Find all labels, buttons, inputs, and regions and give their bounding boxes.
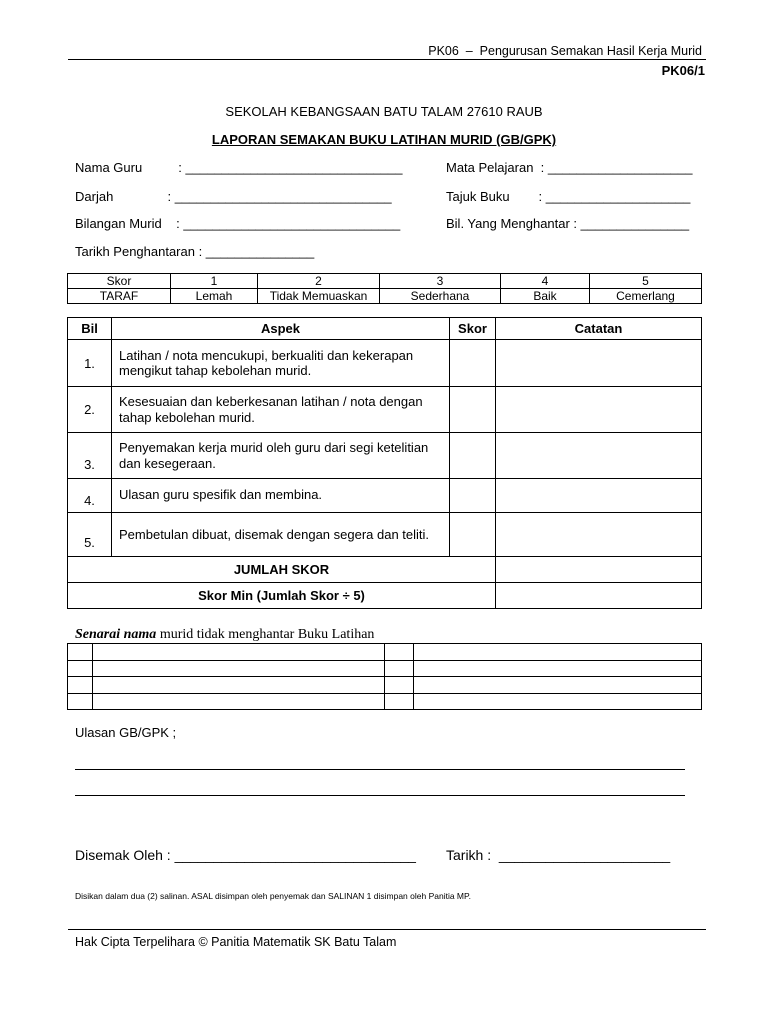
score-cell: 1 <box>171 274 258 289</box>
tarikh-penghantaran-field[interactable]: Tarikh Penghantaran : _______________ <box>75 244 315 259</box>
mata-pelajaran-field[interactable]: Mata Pelajaran : ____________________ <box>446 160 693 175</box>
table-row <box>68 387 702 433</box>
bil-cell: 3. <box>68 433 112 479</box>
catatan-input-cell[interactable] <box>496 387 702 433</box>
name-cell[interactable] <box>68 677 93 694</box>
catatan-input-cell[interactable] <box>496 433 702 479</box>
table-row <box>68 433 702 479</box>
bil-cell: 1. <box>68 340 112 387</box>
student-name-table <box>67 643 702 710</box>
darjah-field[interactable]: Darjah : ______________________________ <box>75 189 392 204</box>
table-row <box>68 644 702 661</box>
name-cell[interactable] <box>414 677 702 694</box>
jumlah-skor-label: JUMLAH SKOR <box>68 557 496 583</box>
nama-guru-field[interactable]: Nama Guru : ______________________________ <box>75 160 403 175</box>
name-cell[interactable] <box>414 693 702 710</box>
disemak-oleh-field[interactable]: Disemak Oleh : _______________________________ <box>75 847 416 863</box>
table-row <box>68 513 702 557</box>
header-rule <box>68 59 706 60</box>
aspek-cell: Pembetulan dibuat, disemak dengan segera dan teliti. <box>112 513 450 557</box>
header-bil: Bil <box>68 318 112 340</box>
skor-input-cell[interactable] <box>450 479 496 513</box>
taraf-cell: Tidak Memuaskan <box>258 289 380 304</box>
skor-min-row <box>68 583 702 609</box>
skor-input-cell[interactable] <box>450 387 496 433</box>
table-row <box>68 479 702 513</box>
aspek-cell: Penyemakan kerja murid oleh guru dari segi ketelitian dan kesegeraan. <box>112 433 450 479</box>
aspek-cell: Latihan / nota mencukupi, berkualiti dan kekerapan mengikut tahap kebolehan murid. <box>112 340 450 387</box>
bilangan-murid-field[interactable]: Bilangan Murid : ______________________________ <box>75 216 401 231</box>
skor-input-cell[interactable] <box>450 433 496 479</box>
footer-rule <box>68 929 706 930</box>
jumlah-skor-row <box>68 557 702 583</box>
bil-cell: 2. <box>68 387 112 433</box>
page-title: LAPORAN SEMAKAN BUKU LATIHAN MURID (GB/GPK) <box>211 132 557 147</box>
ulasan-line[interactable] <box>75 769 685 770</box>
name-cell[interactable] <box>93 660 385 677</box>
score-cell: 5 <box>590 274 702 289</box>
score-cell: 2 <box>258 274 380 289</box>
taraf-cell: Sederhana <box>380 289 501 304</box>
taraf-row <box>68 289 702 304</box>
aspects-table <box>67 317 702 609</box>
score-cell: Skor <box>68 274 171 289</box>
table-row <box>68 340 702 387</box>
aspek-cell: Ulasan guru spesifik dan membina. <box>112 479 450 513</box>
copyright-footer: Hak Cipta Terpelihara © Panitia Matematik SK Batu Talam <box>75 935 397 949</box>
table-row <box>68 677 702 694</box>
score-cell: 4 <box>501 274 590 289</box>
header-aspek: Aspek <box>112 318 450 340</box>
name-cell[interactable] <box>385 660 414 677</box>
skor-input-cell[interactable] <box>450 340 496 387</box>
name-cell[interactable] <box>414 660 702 677</box>
senarai-title <box>75 627 374 643</box>
catatan-input-cell[interactable] <box>496 513 702 557</box>
score-row <box>68 274 702 289</box>
table-row <box>68 693 702 710</box>
senarai-title-italic: Senarai nama <box>75 627 157 642</box>
tajuk-buku-field[interactable]: Tajuk Buku : ____________________ <box>446 189 691 204</box>
name-cell[interactable] <box>93 677 385 694</box>
document-code: PK06/1 <box>661 63 705 78</box>
taraf-cell: Baik <box>501 289 590 304</box>
name-cell[interactable] <box>93 644 385 661</box>
score-cell: 3 <box>380 274 501 289</box>
bil-cell: 5. <box>68 513 112 557</box>
table-row <box>68 660 702 677</box>
name-cell[interactable] <box>68 693 93 710</box>
aspek-cell: Kesesuaian dan keberkesanan latihan / nota dengan tahap kebolehan murid. <box>112 387 450 433</box>
taraf-cell: Cemerlang <box>590 289 702 304</box>
skor-input-cell[interactable] <box>450 513 496 557</box>
copies-note: Disikan dalam dua (2) salinan. ASAL disimpan oleh penyemak dan SALINAN 1 disimpan oleh Panitia MP. <box>75 891 471 901</box>
bil-cell: 4. <box>68 479 112 513</box>
name-cell[interactable] <box>93 693 385 710</box>
header-catatan: Catatan <box>496 318 702 340</box>
score-scale-table <box>67 273 702 304</box>
skor-min-input-cell[interactable] <box>496 583 702 609</box>
header-skor: Skor <box>450 318 496 340</box>
catatan-input-cell[interactable] <box>496 340 702 387</box>
document-header-title: PK06 – Pengurusan Semakan Hasil Kerja Murid <box>428 44 702 58</box>
school-name: SEKOLAH KEBANGSAAN BATU TALAM 27610 RAUB <box>225 104 543 119</box>
skor-min-label: Skor Min (Jumlah Skor ÷ 5) <box>68 583 496 609</box>
name-cell[interactable] <box>385 693 414 710</box>
name-cell[interactable] <box>385 644 414 661</box>
jumlah-skor-input-cell[interactable] <box>496 557 702 583</box>
name-cell[interactable] <box>414 644 702 661</box>
tarikh-field[interactable]: Tarikh : ______________________ <box>446 847 671 863</box>
ulasan-label: Ulasan GB/GPK ; <box>75 725 177 740</box>
catatan-input-cell[interactable] <box>496 479 702 513</box>
senarai-title-rest: murid tidak menghantar Buku Latihan <box>156 627 375 642</box>
name-cell[interactable] <box>68 644 93 661</box>
table-header-row <box>68 318 702 340</box>
taraf-cell: TARAF <box>68 289 171 304</box>
name-cell[interactable] <box>68 660 93 677</box>
ulasan-line[interactable] <box>75 795 685 796</box>
name-cell[interactable] <box>385 677 414 694</box>
bil-menghantar-field[interactable]: Bil. Yang Menghantar : _______________ <box>446 216 690 231</box>
taraf-cell: Lemah <box>171 289 258 304</box>
